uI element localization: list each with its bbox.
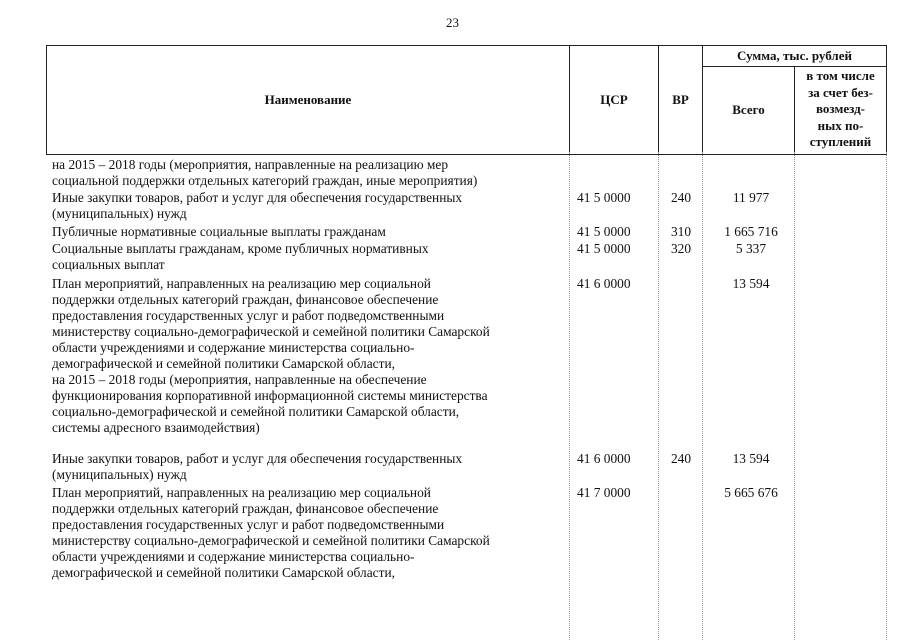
column-divider bbox=[658, 152, 659, 640]
row-total: 1 665 716 bbox=[724, 224, 778, 239]
page-number: 23 bbox=[446, 15, 459, 30]
row-name: Социальные выплаты гражданам, кроме публичных нормативных социальных выплат bbox=[52, 241, 429, 272]
row-csr: 41 6 0000 bbox=[577, 451, 631, 466]
row-csr: 41 5 0000 bbox=[577, 224, 631, 239]
row-csr: 41 5 0000 bbox=[577, 241, 631, 256]
header-csr: ЦСР bbox=[600, 92, 628, 107]
header-name: Наименование bbox=[264, 92, 352, 107]
row-csr: 41 7 0000 bbox=[577, 485, 631, 500]
column-divider bbox=[886, 152, 887, 640]
row-total: 13 594 bbox=[732, 451, 770, 466]
row-name: Иные закупки товаров, работ и услуг для обеспечения государственных (муниципальных) нужд bbox=[52, 190, 463, 221]
row-name: Публичные нормативные социальные выплаты гражданам bbox=[52, 224, 386, 239]
table-header bbox=[46, 45, 887, 155]
header-vr: ВР bbox=[672, 92, 689, 107]
row-name: на 2015 – 2018 годы (мероприятия, направленные на реализацию мер социальной поддержки отдельных категорий граждан, иные мероприятия) bbox=[52, 157, 478, 188]
column-divider bbox=[569, 152, 570, 640]
row-csr: 41 6 0000 bbox=[577, 276, 631, 291]
row-vr: 240 bbox=[670, 190, 692, 205]
header-total: Всего bbox=[732, 102, 765, 117]
row-name: План мероприятий, направленных на реализацию мер социальной поддержки отдельных категорий граждан, финансовое обеспечение предоставления государственных услуг и работ подведомственными министерству социально-демографической и семейной политики Самарской области учреждениями и содержание министерства социально- демографической и семейной политики Самарской области, bbox=[52, 485, 490, 580]
row-vr: 320 bbox=[670, 241, 692, 256]
row-vr: 310 bbox=[670, 224, 692, 239]
header-sum-group: Сумма, тыс. рублей bbox=[737, 48, 852, 63]
row-total: 11 977 bbox=[732, 190, 770, 205]
row-csr: 41 5 0000 bbox=[577, 190, 631, 205]
row-total: 13 594 bbox=[732, 276, 770, 291]
row-name: План мероприятий, направленных на реализацию мер социальной поддержки отдельных категорий граждан, финансовое обеспечение предоставления государственных услуг и работ подведомственными министерству социально-демографической и семейной политики Самарской области учреждениями и содержание министерства социально- демографической и семейной политики Самарской области, на 2015 – 2018 годы (мероприятия, направленные на обеспечение функционирования корпоративной информационной системы министерства социально-демографической и семейной политики Самарской области, системы адресного взаимодействия) bbox=[52, 276, 490, 435]
column-divider bbox=[702, 152, 703, 640]
row-total: 5 337 bbox=[735, 241, 767, 256]
header-grants: в том числе за счет без- возмезд- ных по- ступлений bbox=[806, 68, 875, 149]
row-vr: 240 bbox=[670, 451, 692, 466]
row-total: 5 665 676 bbox=[724, 485, 778, 500]
row-name: Иные закупки товаров, работ и услуг для обеспечения государственных (муниципальных) нужд bbox=[52, 451, 463, 482]
